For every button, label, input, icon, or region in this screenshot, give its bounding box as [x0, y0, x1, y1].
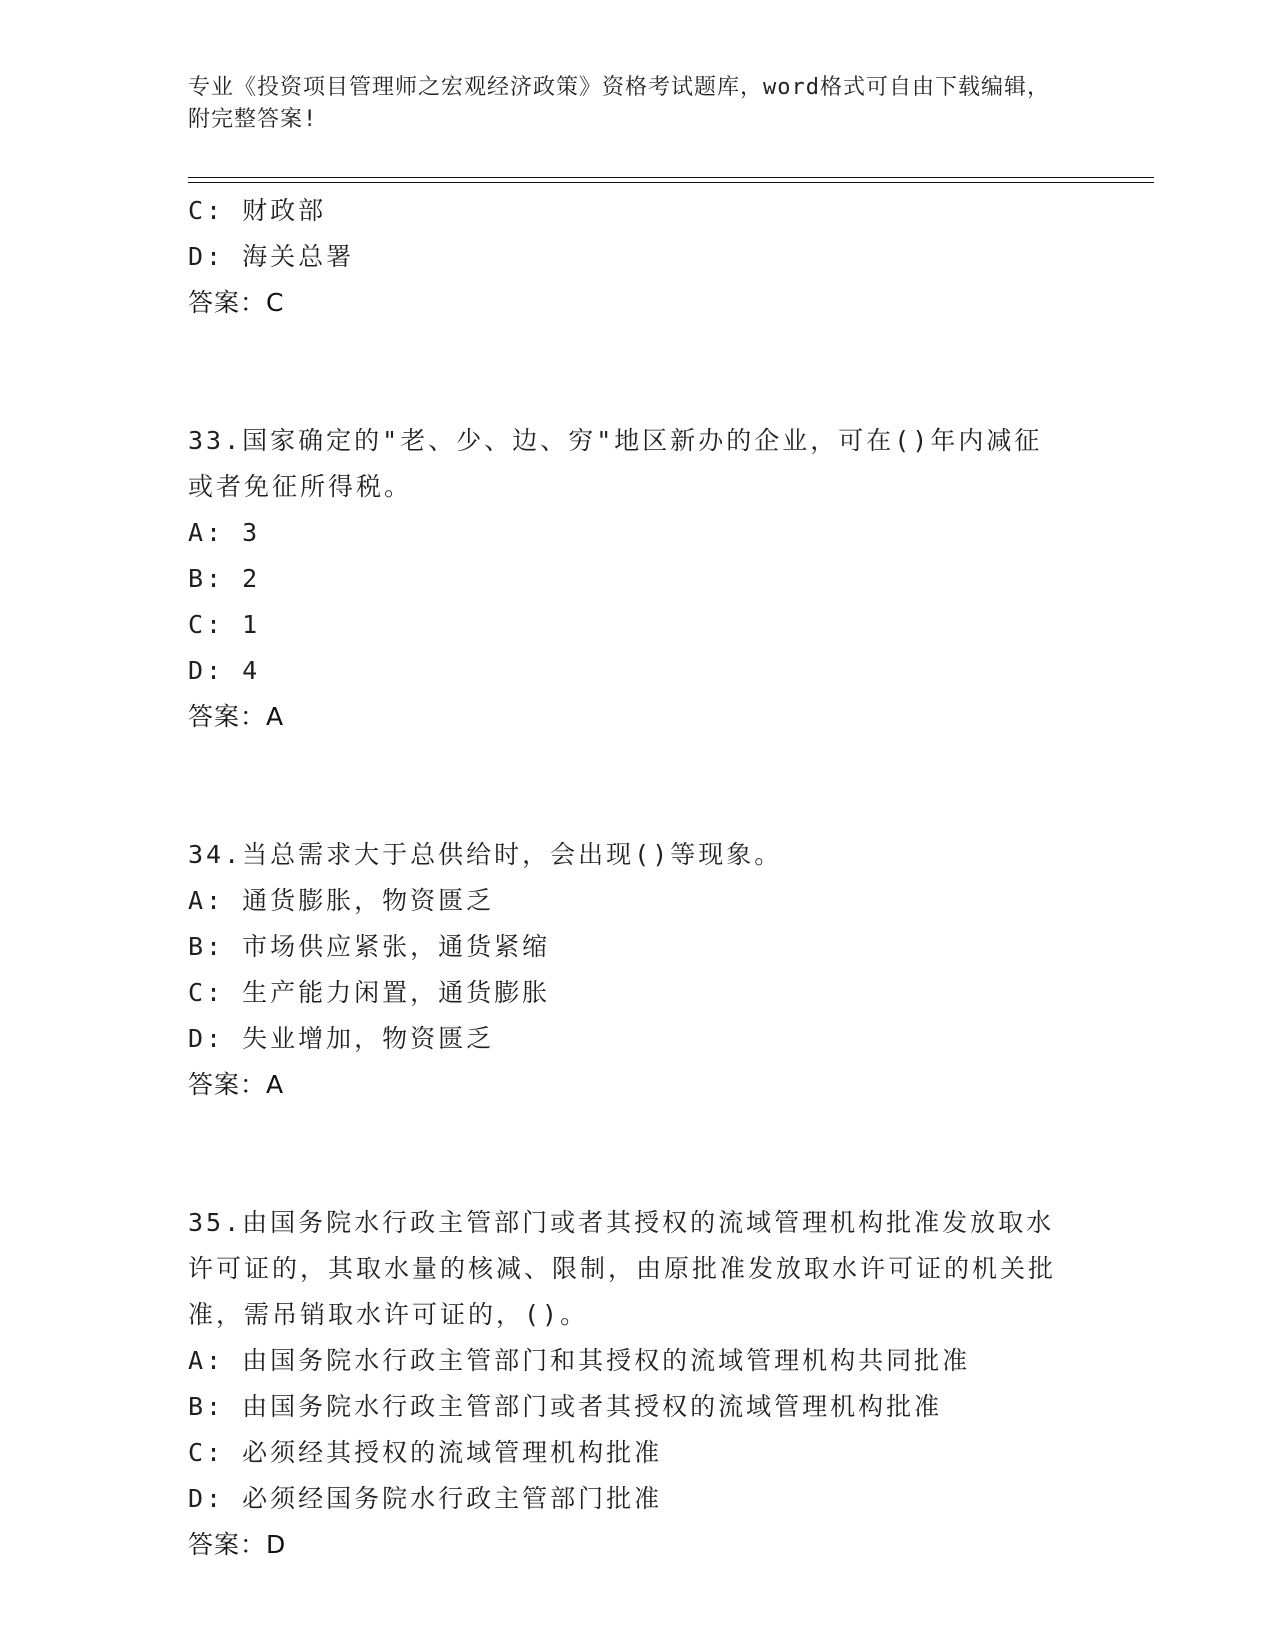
option-c: C: 1	[188, 610, 261, 639]
option-b: B: 市场供应紧张，通货紧缩	[188, 932, 551, 961]
option-a: A: 通货膨胀，物资匮乏	[188, 886, 495, 915]
answer-line: 答案：C	[188, 288, 285, 317]
question-block-33	[188, 418, 1088, 740]
option-c: C: 必须经其授权的流域管理机构批准	[188, 1438, 663, 1467]
question-stem: 33.国家确定的"老、少、边、穷"地区新办的企业，可在()年内减征或者免征所得税。	[188, 426, 1043, 501]
spacer	[188, 326, 1088, 418]
question-block-prev	[188, 188, 1088, 326]
question-content	[188, 188, 1088, 1568]
option-a: A: 由国务院水行政主管部门和其授权的流域管理机构共同批准	[188, 1346, 971, 1375]
spacer	[188, 1108, 1088, 1200]
option-d: D: 海关总署	[188, 242, 355, 271]
option-d: D: 必须经国务院水行政主管部门批准	[188, 1484, 663, 1513]
option-a: A: 3	[188, 518, 261, 547]
answer-line: 答案：A	[188, 702, 285, 731]
question-block-35	[188, 1200, 1088, 1568]
page-header-text: 专业《投资项目管理师之宏观经济政策》资格考试题库，word格式可自由下载编辑，附完整答案!	[188, 75, 1050, 132]
header-rule-top	[188, 177, 1154, 178]
question-stem: 35.由国务院水行政主管部门或者其授权的流域管理机构批准发放取水许可证的，其取水量的核减、限制，由原批准发放取水许可证的机关批准，需吊销取水许可证的，()。	[188, 1208, 1057, 1329]
header-rule-bottom	[188, 182, 1154, 183]
question-stem: 34.当总需求大于总供给时，会出现()等现象。	[188, 840, 783, 869]
answer-line: 答案：D	[188, 1530, 287, 1559]
option-d: D: 失业增加，物资匮乏	[188, 1024, 495, 1053]
answer-line: 答案：A	[188, 1070, 285, 1099]
option-b: B: 由国务院水行政主管部门或者其授权的流域管理机构批准	[188, 1392, 943, 1421]
option-c: C: 生产能力闲置，通货膨胀	[188, 978, 551, 1007]
option-b: B: 2	[188, 564, 261, 593]
question-block-34	[188, 832, 1088, 1108]
option-c: C: 财政部	[188, 196, 327, 225]
spacer	[188, 740, 1088, 832]
option-d: D: 4	[188, 656, 261, 685]
